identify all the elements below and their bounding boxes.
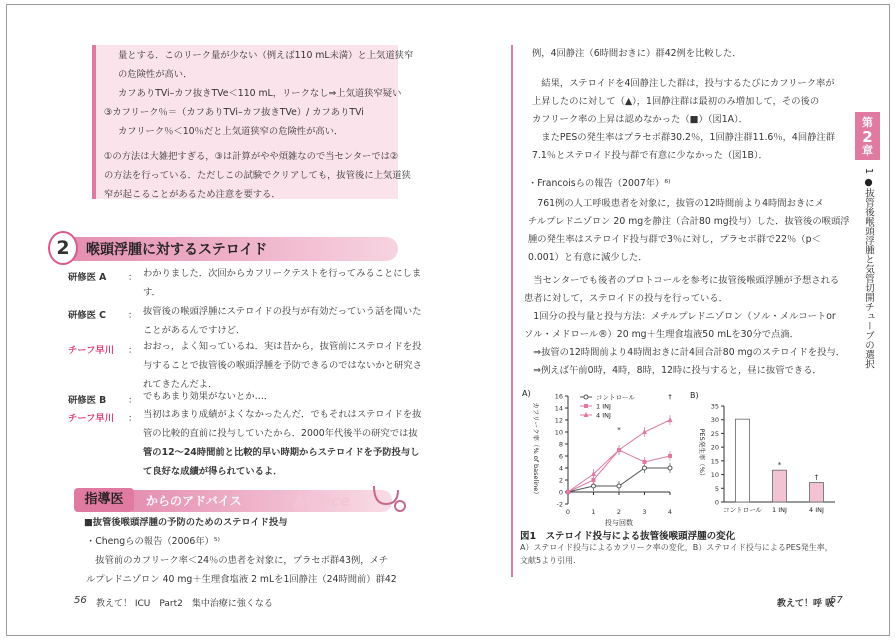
utterance-line: れてきたんだよ． xyxy=(143,379,218,390)
body-line: チルプレドニゾロン 20 mgを静注（合計80 mg投与）した．抜管後の喉頭浮 xyxy=(528,216,850,227)
chapter-section-title: 1 ●抜管後喉頭浮腫と気管切開チューブの選択 xyxy=(863,168,874,369)
utterance-line: 管の12～24時間前と比較的早い時期からステロイドを予防投与し xyxy=(143,447,420,458)
significance-mark: † xyxy=(814,473,819,482)
x-tick-label: 0 xyxy=(565,508,571,516)
utterance-line: でもあまり効果がないとか…． xyxy=(143,391,274,402)
page-number-right: 57 xyxy=(830,595,843,606)
y-tick-label: 5 xyxy=(714,484,719,493)
body-line: 761例の人工呼吸患者を対象に，抜管の12時間前より4時間おきにメ xyxy=(528,198,824,209)
speaker-name: 研修医 A xyxy=(68,272,107,283)
data-point xyxy=(668,417,673,422)
chart-b xyxy=(690,390,840,526)
box-line: ③カフリーク％＝（カフありTVi–カフ抜きTVe）/ カフありTVi xyxy=(104,107,364,118)
colon: ： xyxy=(128,395,138,406)
box-line: カフありTVi–カフ抜きTVe＜110 mL，リークなし⇒上気道狭窄疑い xyxy=(118,88,402,99)
body-line: 結果，ステロイドを4回静注した群は，投与するたびにカフリーク率が xyxy=(532,78,835,89)
x-axis-label: 投与回数 xyxy=(605,519,633,526)
utterance-line: 与することで抜管後の喉頭浮腫を予防できるのではないかと研究さ xyxy=(143,360,422,371)
bar xyxy=(736,419,750,502)
panel-label: A) xyxy=(522,389,531,398)
legend-marker xyxy=(584,404,588,408)
speaker-name: チーフ早川 xyxy=(68,413,115,424)
y-tick-label: 15 xyxy=(710,457,719,466)
data-point xyxy=(643,460,647,464)
utterance-line: わかりました．次回からカフリークテストを行ってみることにしま xyxy=(143,268,422,279)
stethoscope-icon xyxy=(370,482,410,516)
speaker-name: 研修医 C xyxy=(68,310,106,321)
y-tick-label: -2 xyxy=(556,500,563,509)
y-tick-label: 6 xyxy=(558,452,563,461)
body-line: 抜管前のカフリーク率＜24％の患者を対象に，プラセボ群43例，メチ xyxy=(86,555,389,566)
body-line: またPESの発生率はプラセボ群30.2％，1回静注群11.6％，4回静注群 xyxy=(532,132,836,143)
y-tick-label: 4 xyxy=(558,464,563,473)
chart-a xyxy=(520,386,690,526)
body-line: 7.1％とステロイド投与群で有意に少なかった（図1B）． xyxy=(532,150,768,161)
box-line: の危険性が高い． xyxy=(118,69,193,80)
box-line: カフリーク％＜10％だと上気道狭窄の危険性が高い． xyxy=(118,126,344,137)
body-line: 1回分の投与量と投与方法：メチルプレドニゾロン（ソル・メルコートor xyxy=(524,311,836,322)
body-line: 当センターでも後者のプロトコールを参考に抜管後喉頭浮腫が予想される xyxy=(524,275,840,286)
panel-label: B) xyxy=(690,391,699,400)
x-tick-label: 3 xyxy=(642,508,647,516)
advice-label-main: 指導医 xyxy=(74,488,134,512)
y-tick-label: 8 xyxy=(558,440,563,449)
body-line: ・Chengらの報告（2006年）⁵⁾ xyxy=(86,536,220,547)
significance-mark: † xyxy=(668,393,672,401)
body-line: 0.001）と有意に減少した． xyxy=(528,252,648,263)
body-line: ⇒抜管の12時間前より4時間おきに計4回合計80 mgのステロイドを投与． xyxy=(524,347,846,358)
y-tick-label: 20 xyxy=(710,443,719,452)
figure-caption-sub: 文献5より引用． xyxy=(520,556,582,565)
info-box-bar xyxy=(92,45,96,199)
page-divider xyxy=(511,45,513,577)
data-point xyxy=(617,484,621,488)
colon: ： xyxy=(128,413,138,424)
colon: ： xyxy=(128,345,138,356)
body-line: 腫の発生率はステロイド投与群で3％に対し，プラセボ群で22％（p＜ xyxy=(528,234,821,245)
utterance-line: おおっ，よく知っているね．実は昔から，抜管前にステロイドを投 xyxy=(143,341,422,352)
bar xyxy=(810,483,824,502)
x-tick-label: コントロール xyxy=(723,506,762,514)
y-axis-label: カフリーク率（% of baseline） xyxy=(532,402,540,498)
y-tick-label: 16 xyxy=(554,392,563,401)
utterance-line: 管の比較的直前に投与していたから．2000年代後半の研究では抜 xyxy=(143,428,418,439)
legend-label: 4 INJ xyxy=(596,411,611,420)
body-line: カフリーク率の上昇は認めなかった（■）（図1A）． xyxy=(532,114,748,125)
y-tick-label: 14 xyxy=(554,404,563,413)
y-tick-label: 10 xyxy=(554,428,563,437)
y-tick-label: 0 xyxy=(714,498,719,507)
body-line: 例，4回静注（6時間おきに）群42例を比較した． xyxy=(532,48,742,59)
x-tick-label: 1 INJ xyxy=(772,506,787,514)
colon: ： xyxy=(128,310,138,321)
speaker-name: チーフ早川 xyxy=(68,345,115,356)
speaker-name: 研修医 B xyxy=(68,395,107,406)
utterance-line: 当初はあまり成績がよくなかったんだ．でもそれはステロイドを抜 xyxy=(143,409,422,420)
footer-right: 教えて！呼 吸 xyxy=(777,599,835,609)
x-tick-label: 4 xyxy=(667,508,673,516)
chapter-label: 第 xyxy=(862,116,873,129)
box-line: 窄が起こることがあるため注意を要する． xyxy=(104,189,281,200)
section-heading xyxy=(48,235,398,261)
body-line: ソル・メドロール®）20 mg＋生理食塩液50 mLを30分で点滴． xyxy=(524,329,799,340)
y-axis-label: PES発生率（%） xyxy=(698,428,706,480)
advice-watermark: Advice xyxy=(294,492,350,510)
y-tick-label: 2 xyxy=(558,476,563,485)
body-line: 患者に対して，ステロイドの投与を行っている． xyxy=(524,293,728,304)
body-line: 上昇したのに対して（▲），1回静注群は最初のみ増加して，その後の xyxy=(532,96,820,107)
chapter-number: 2 xyxy=(862,128,873,146)
subheading: ■抜管後喉頭浮腫の予防のためのステロイド投与 xyxy=(84,517,288,528)
chapter-tab xyxy=(855,112,880,160)
y-tick-label: 12 xyxy=(554,416,563,425)
significance-mark: * xyxy=(617,426,621,434)
y-tick-label: 25 xyxy=(710,429,719,438)
colon: ： xyxy=(128,272,138,283)
x-tick-label: 2 xyxy=(616,508,622,516)
footer-left: 教えて！ ICU Part2 集中治療に強くなる xyxy=(96,599,273,609)
box-line: ①の方法は大雑把すぎる，③は計算がやや煩雑なので当センターでは② xyxy=(104,151,399,162)
section-title: 喉頭浮腫に対するステロイド xyxy=(86,242,268,258)
y-tick-label: 10 xyxy=(710,471,719,480)
body-line: ルプレドニゾロン 40 mg＋生理食塩液 2 mLを1回静注（24時間前）群42 xyxy=(86,574,397,585)
bar xyxy=(773,470,787,502)
legend-marker xyxy=(584,395,588,399)
x-tick-label: 1 xyxy=(591,508,596,516)
advice-heading xyxy=(74,488,394,516)
box-line: 量とする．このリーク量が少ない（例えば110 mL未満）と上気道狭窄 xyxy=(118,50,414,61)
figure-caption: 図1 ステロイド投与による抜管後喉頭浮腫の変化 xyxy=(520,531,736,542)
utterance-line: ことがあるんですけど． xyxy=(143,325,246,336)
section-number: 2 xyxy=(48,231,78,265)
body-line: ・Francoisらの報告（2007年）⁶⁾ xyxy=(528,178,671,189)
y-tick-label: 30 xyxy=(710,416,719,425)
body-line: ⇒例えば午前0時，4時，8時，12時に投与すると，昼に抜管できる． xyxy=(524,365,822,376)
significance-mark: * xyxy=(777,461,782,470)
y-tick-label: 0 xyxy=(558,488,563,497)
legend-label: コントロール xyxy=(596,393,635,402)
utterance-line: す． xyxy=(143,287,161,298)
utterance-line: て良好な成績が得られているよ． xyxy=(143,466,283,477)
legend-label: 1 INJ xyxy=(596,402,611,411)
x-tick-label: 4 INJ xyxy=(809,506,824,514)
advice-label-sub: からのアドバイス xyxy=(146,494,242,508)
data-point xyxy=(668,466,672,470)
chapter-suffix: 章 xyxy=(862,144,873,157)
data-point xyxy=(668,454,672,458)
utterance-line: 抜管後の喉頭浮腫にステロイドの投与が有効だっていう話を聞いた xyxy=(143,306,422,317)
box-line: の方法を行っている．ただしこの試験でクリアしても，抜管後に上気道狭 xyxy=(104,170,411,181)
figure-caption-sub: A）ステロイド投与によるカフリーク率の変化，B）ステロイド投与によるPES発生率， xyxy=(520,543,833,552)
page-number-left: 56 xyxy=(74,595,87,606)
y-tick-label: 35 xyxy=(710,402,719,411)
